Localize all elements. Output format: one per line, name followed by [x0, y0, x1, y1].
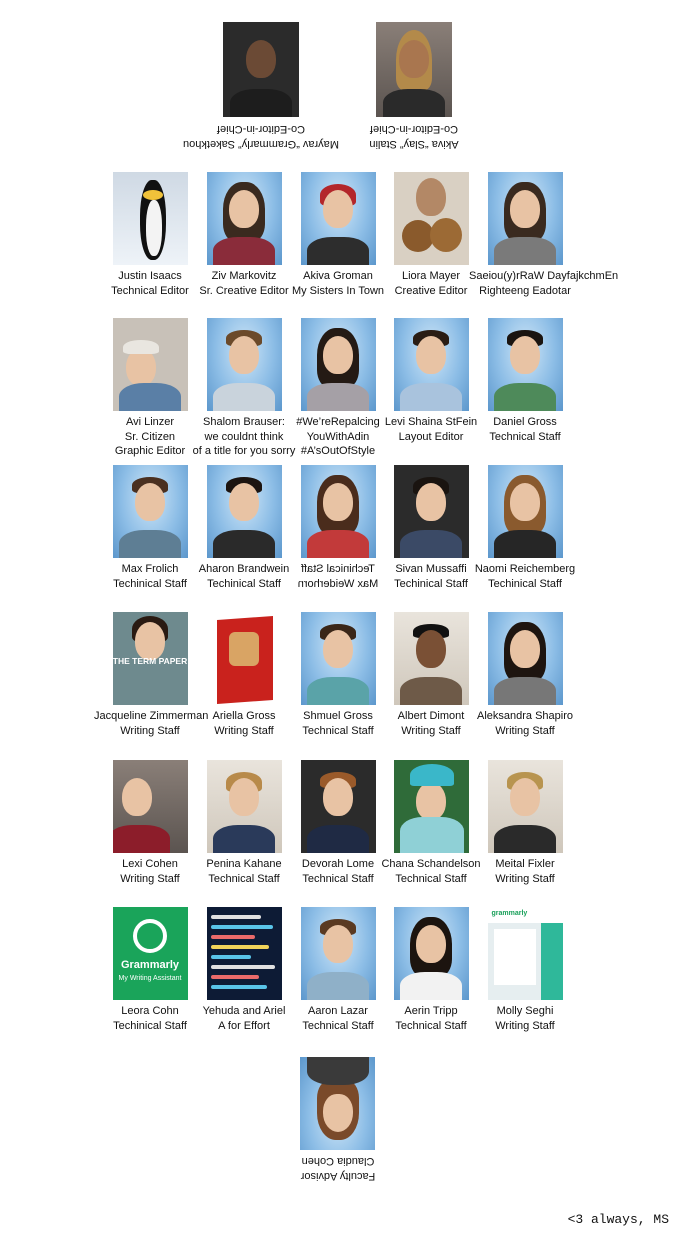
staff-caption: Chana Schandelson Technical Staff [381, 858, 481, 885]
staff-caption: Yehuda and Ariel A for Effort [202, 1005, 286, 1032]
staff-caption: Akiva Groman My Sisters In Town [291, 270, 385, 297]
portrait-photo [488, 318, 563, 411]
staff-caption: Max Frolich Techinical Staff [113, 563, 187, 590]
staff-card [469, 318, 581, 444]
portrait-photo [394, 907, 469, 1000]
portrait-photo [488, 172, 563, 265]
grammarly-g-icon [133, 919, 167, 953]
staff-caption: Devorah Lome Technical Staff [301, 858, 375, 885]
staff-caption: Naomi Reichemberg Techinical Staff [474, 563, 576, 590]
staff-card [469, 612, 581, 738]
staff-caption: Ziv Markovitz Sr. Creative Editor [199, 270, 289, 297]
editor-role: Co-Editor-in-Chief [216, 123, 306, 136]
portrait-photo [207, 760, 282, 853]
advisor-role: Faculty Advisor [300, 1170, 376, 1182]
portrait-photo [394, 318, 469, 411]
portrait-photo [301, 465, 376, 558]
portrait-photo [207, 318, 282, 411]
staff-caption: Albert Dimont Writing Staff [397, 710, 465, 737]
editor-name: Akiva “Slay” Stalin [369, 138, 459, 150]
staff-caption: Aaron Lazar Technical Staff [302, 1005, 374, 1032]
portrait-photo [394, 612, 469, 705]
staff-caption: Daniel Gross Technical Staff [489, 416, 561, 443]
portrait-photo [488, 760, 563, 853]
editor-card-left [183, 22, 339, 150]
staff-caption: #We’reRepalcing YouWithAdin #A’sOutOfStyle [296, 416, 380, 457]
portrait-photo [207, 465, 282, 558]
portrait-photo [301, 318, 376, 411]
seniors-photo [113, 318, 188, 411]
staff-caption: Avi Linzer Sr. Citizen Graphic Editor [114, 416, 186, 457]
staff-card [469, 465, 581, 591]
staff-caption: Shalom Brauser: we couldnt think of a title for you sorry [192, 416, 296, 457]
editor-card-right [358, 22, 470, 150]
signoff-text: <3 always, MS [567, 1212, 669, 1227]
staff-caption: Levi Shaina StFein Layout Editor [384, 416, 478, 443]
grammarly-logo-image: Grammarly My Writing Assistant [113, 907, 188, 1000]
code-screen-image [207, 907, 282, 1000]
term-paper-photo: THE TERM PAPER [113, 612, 188, 705]
portrait-photo [488, 612, 563, 705]
editor-role: Co-Editor-in-Chief [369, 123, 459, 136]
advisor-photo [301, 1057, 376, 1150]
staff-card [469, 760, 581, 886]
portrait-photo [394, 760, 469, 853]
portrait-photo [301, 612, 376, 705]
staff-caption: Meital Fixler Writing Staff [495, 858, 555, 885]
portrait-photo [113, 465, 188, 558]
staff-caption: Molly Seghi Writing Staff [495, 1005, 555, 1032]
staff-card [469, 172, 619, 298]
editor-photo [376, 22, 452, 117]
staff-caption: Aerin Tripp Technical Staff [395, 1005, 467, 1032]
grammarly-screenshot-image: grammarly [488, 907, 563, 1000]
staff-caption: Lexi Cohen Writing Staff [120, 858, 180, 885]
staff-card [469, 907, 581, 1033]
staff-caption-mirrored: Techinical Staff Max Weiderhorn [297, 563, 379, 590]
staff-caption: Shmuel Gross Technical Staff [302, 710, 374, 737]
advisor-name: Claudia Cohen [301, 1155, 375, 1168]
staff-caption: Aleksandra Shapiro Writing Staff [476, 710, 573, 737]
editor-name: Mayrav “Grammarly” Saketkhou [183, 138, 339, 150]
staff-caption: Sivan Mussaffi Techinical Staff [394, 563, 468, 590]
staff-caption: Penina Kahane Technical Staff [206, 858, 282, 885]
editor-photo [223, 22, 299, 117]
editor-caption [322, 122, 506, 151]
portrait-photo [301, 172, 376, 265]
portrait-photo [488, 465, 563, 558]
portrait-photo [301, 907, 376, 1000]
portrait-photo [207, 172, 282, 265]
cookie-bag-photo [207, 612, 282, 705]
bread-photo [394, 172, 469, 265]
penguin-photo [113, 172, 188, 265]
portrait-photo [301, 760, 376, 853]
staff-caption: Ariella Gross Writing Staff [212, 710, 276, 737]
staff-caption: Liora Mayer Creative Editor [394, 270, 468, 297]
staff-caption: Leora Cohn Techinical Staff [113, 1005, 187, 1032]
staff-caption: Justin Isaacs Technical Editor [111, 270, 189, 297]
staff-caption: Saeiou(y)rRaW DayfajkchmEn Righteeng Eadotar [469, 270, 619, 297]
portrait-photo [113, 760, 188, 853]
staff-caption: Aharon Brandwein Techinical Staff [198, 563, 290, 590]
advisor-caption [282, 1154, 394, 1183]
staff-caption: Jacqueline Zimmerman Writing Staff [94, 710, 209, 737]
portrait-photo [394, 465, 469, 558]
advisor-card [282, 1057, 394, 1183]
